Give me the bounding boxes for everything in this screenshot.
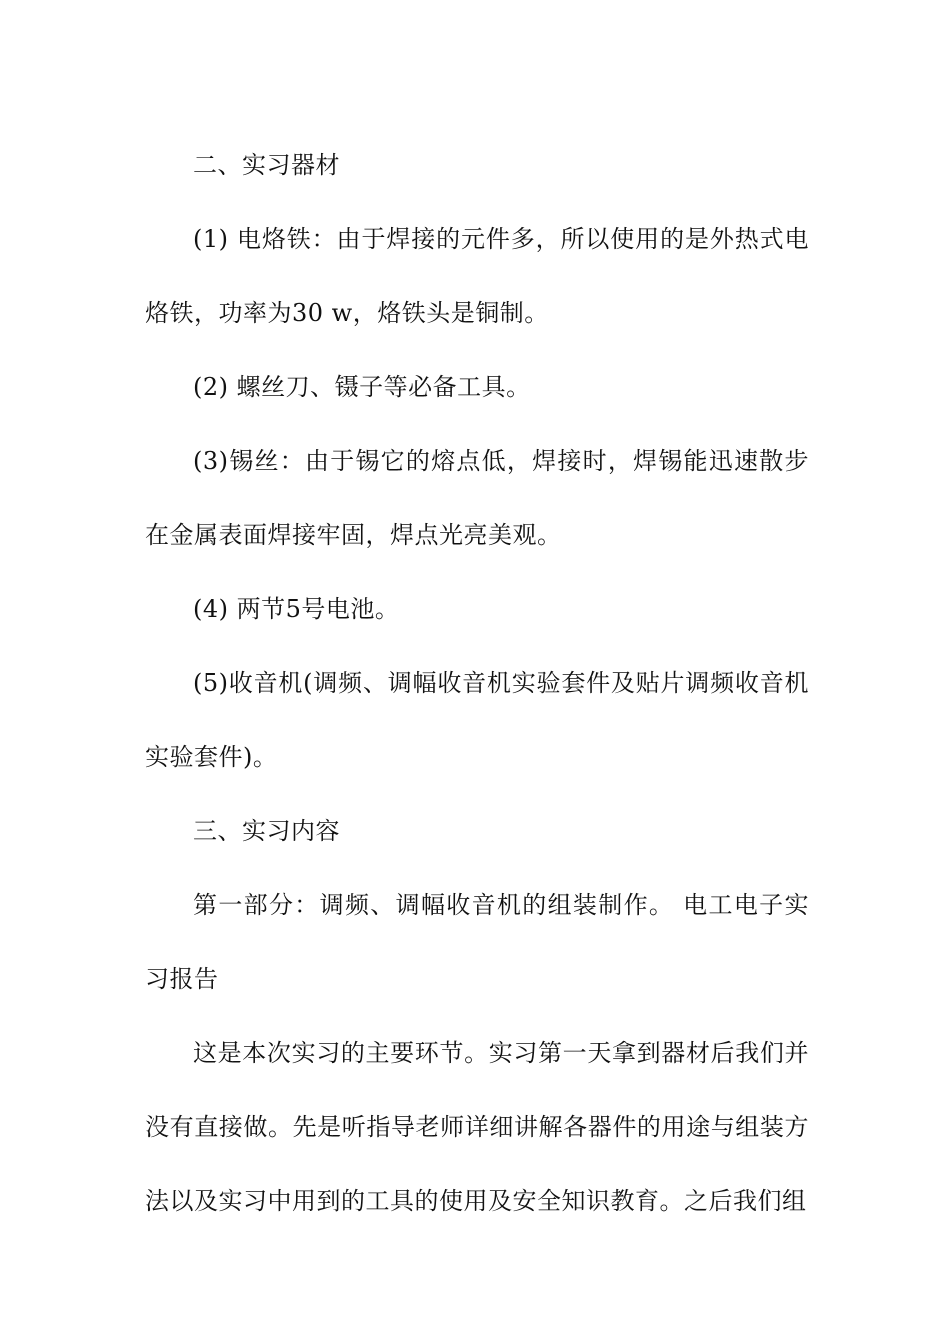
paragraph-soldering-iron: (1) 电烙铁：由于焊接的元件多，所以使用的是外热式电烙铁，功率为30 w，烙铁头是铜制。 [145,225,809,327]
paragraph-part-one: 第一部分：调频、调幅收音机的组装制作。 电工电子实习报告 [145,891,809,993]
paragraph-radio-kit: (5)收音机(调频、调幅收音机实验套件及贴片调频收音机实验套件)。 [145,669,809,771]
paragraph-solder-wire: (3)锡丝：由于锡它的熔点低，焊接时，焊锡能迅速散步在金属表面焊接牢固，焊点光亮美观。 [145,447,809,549]
section-heading-content: 三、实习内容 [193,817,340,845]
document-body [145,128,809,1238]
paragraph-main-process: 这是本次实习的主要环节。实习第一天拿到器材后我们并没有直接做。先是听指导老师详细讲解各器件的用途与组装方法以及实习中用到的工具的使用及安全知识教育。之后我们组 [145,1039,809,1215]
section-heading-equipment: 二、实习器材 [193,151,340,179]
paragraph-tools: (2) 螺丝刀、镊子等必备工具。 [193,373,531,401]
paragraph-batteries: (4) 两节5号电池。 [193,595,400,623]
